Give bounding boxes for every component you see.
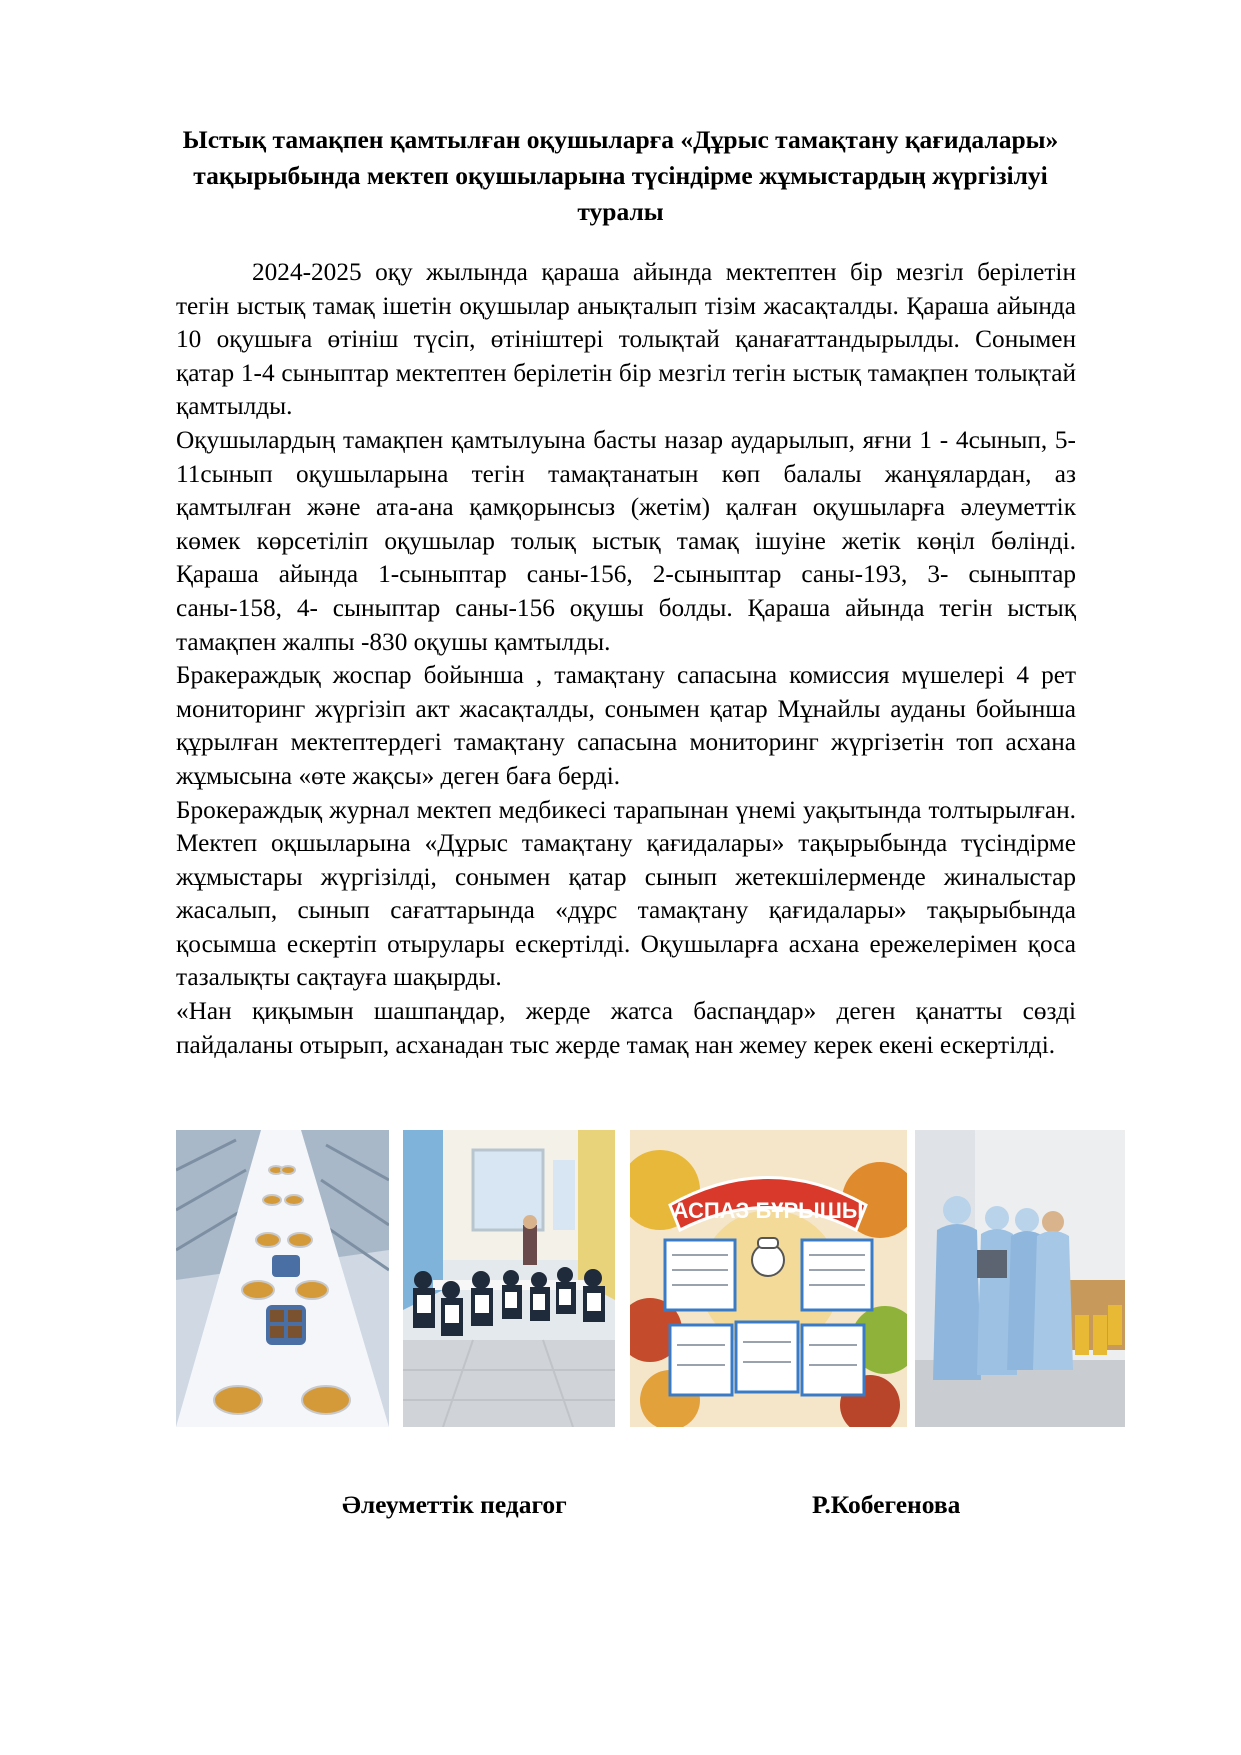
document-title: Ыстық тамақпен қамтылған оқушыларға «Дұрыс тамақтану қағидалары» тақырыбында мектеп оқушыларына түсіндірме жұмыстардың жүргізілуі туралы — [182, 125, 1059, 226]
signature-line — [0, 1490, 1241, 1530]
photo-students-canteen — [403, 1130, 615, 1427]
signature-name: Р.Кобегенова — [812, 1490, 961, 1519]
paragraph-4: Брокераждық журнал мектеп медбикесі тарапынан үнемі уақытында толтырылған. Мектеп оқшыларына «Дұрыс тамақтану қағидалары» тақырыбында түсіндірме жұмыстары жүргізілді, сонымен қатар сынып жетекшілерменде жиналыстар жасалып, сынып сағаттарында «дұрс тамақтану қағидалары» тақырыбында қосымша ескертіп отырулары ескертілді. Оқушыларға асхана ережелерімен қоса тазалықты сақтауға шақырды. — [176, 795, 1076, 992]
paragraph-2: Оқушылардың тамақпен қамтылуына басты назар аударылып, яғни 1 - 4сынып, 5-11сынып оқушыларына тегін тамақтанатын көп балалы жанұялардан, аз қамтылған және ата-ана қамқорынсыз (жетім) қалған оқушыларға әлеуметтік көмек көрсетіліп оқушылар толық ыстық тамақ ішуіне жетік көңіл бөлінді. Қараша айында 1-сыныптар саны-156, 2-сыныптар саны-193, 3- сыныптар саны-158, 4- сыныптар саны-156 оқушы болды. Қараша айында тегін ыстық тамақпен жалпы -830 оқушы қамтылды. — [176, 425, 1076, 656]
poster-heading: АСПАЗ БҰРЫШЫ — [672, 1198, 864, 1223]
photo-kitchen-poster — [630, 1130, 907, 1427]
signature-role: Әлеуметтік педагог — [342, 1490, 567, 1519]
photo-dining-table — [176, 1130, 389, 1427]
document-body — [176, 256, 1076, 1062]
photo-strip — [0, 1130, 1241, 1427]
paragraph-5: «Нан қиқымын шашпаңдар, жерде жатса баспаңдар» деген қанатты сөзді пайдаланы отырып, асханадан тыс жерде тамақ нан жемеу керек екені ескертілді. — [176, 997, 1076, 1059]
paragraph-1: 2024-2025 оқу жылында қараша айында мектептен бір мезгіл берілетін тегін ыстық тамақ ішетін оқушылар анықталып тізім жасақталды. Қараша айында 10 оқушыға өтініш түсіп, өтініштері толықтай қанағаттандырылды. Сонымен қатар 1-4 сыныптар мектептен берілетін бір мезгіл тегін ыстық тамақпен толықтай қамтылды. — [176, 258, 1076, 421]
photo-inspection-staff — [915, 1130, 1125, 1427]
paragraph-3: Бракераждық жоспар бойынша , тамақтану сапасына комиссия мүшелері 4 рет мониторинг жүргізіп акт жасақталды, сонымен қатар Мұнайлы ауданы бойынша құрылған мектептердегі тамақтану сапасына мониторинг жүргізетін топ асхана жұмысына «өте жақсы» деген баға берді. — [176, 661, 1076, 790]
